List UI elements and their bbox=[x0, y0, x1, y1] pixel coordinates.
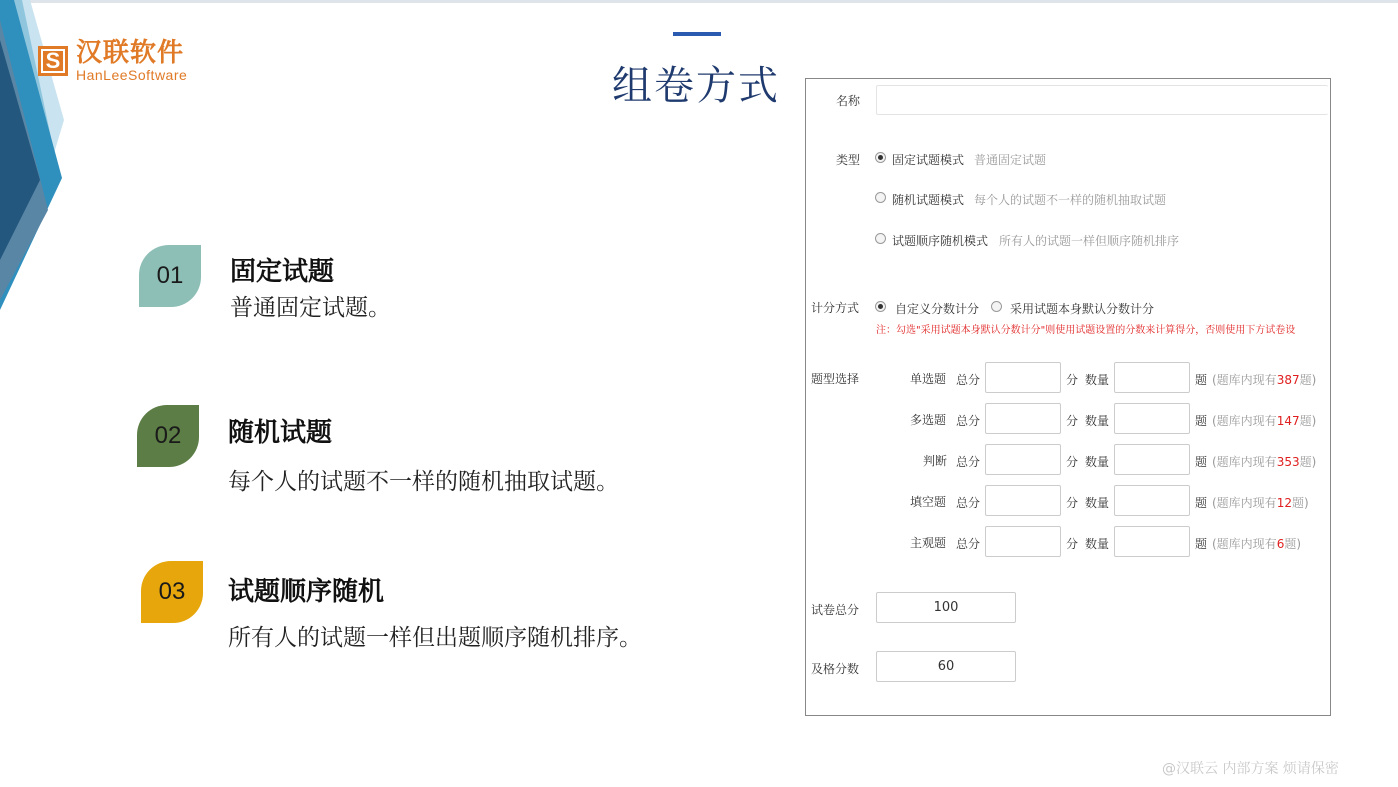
fen-word: 分 bbox=[1066, 414, 1079, 428]
type-radio-fixed[interactable] bbox=[875, 152, 886, 163]
qty-word: 数量 bbox=[1085, 414, 1110, 428]
score-method-label: 计分方式 bbox=[811, 301, 860, 315]
feature-badge-03: 03 bbox=[141, 561, 203, 623]
qtype-qty-input[interactable] bbox=[1114, 526, 1190, 557]
ti-word: 题 bbox=[1195, 414, 1208, 428]
qtype-qty-input[interactable] bbox=[1114, 403, 1190, 434]
ti-word: 题 bbox=[1195, 537, 1208, 551]
type-option-order-random[interactable]: 试题顺序随机模式 bbox=[892, 234, 989, 248]
qtype-qty-input[interactable] bbox=[1114, 444, 1190, 475]
qtype-qty-input[interactable] bbox=[1114, 485, 1190, 516]
ti-word: 题 bbox=[1195, 496, 1208, 510]
fen-word: 分 bbox=[1066, 373, 1079, 387]
bank-count-info: (题库内现有12题) bbox=[1212, 496, 1309, 510]
qtype-score-input[interactable] bbox=[985, 526, 1061, 557]
qty-word: 数量 bbox=[1085, 496, 1110, 510]
name-label: 名称 bbox=[836, 94, 861, 108]
feature-desc-03: 所有人的试题一样但出题顺序随机排序。 bbox=[228, 625, 642, 651]
qtype-name: 多选题 bbox=[910, 413, 947, 427]
score-option-custom[interactable]: 自定义分数计分 bbox=[895, 302, 980, 316]
bank-count-info: (题库内现有387题) bbox=[1212, 373, 1317, 387]
total-word: 总分 bbox=[956, 496, 981, 510]
type-radio-random[interactable] bbox=[875, 192, 886, 203]
total-word: 总分 bbox=[956, 455, 981, 469]
feature-badge-02: 02 bbox=[137, 405, 199, 467]
bank-count-info: (题库内现有353题) bbox=[1212, 455, 1317, 469]
fen-word: 分 bbox=[1066, 496, 1079, 510]
qtype-score-input[interactable] bbox=[985, 362, 1061, 393]
qtype-name: 单选题 bbox=[910, 372, 947, 386]
qty-word: 数量 bbox=[1085, 373, 1110, 387]
type-option-fixed[interactable]: 固定试题模式 bbox=[892, 153, 965, 167]
pass-score-input[interactable]: 60 bbox=[876, 651, 1016, 682]
logo-name-cn: 汉联软件 bbox=[76, 38, 185, 68]
score-option-default[interactable]: 采用试题本身默认分数计分 bbox=[1010, 302, 1155, 316]
qtype-qty-input[interactable] bbox=[1114, 362, 1190, 393]
page-title: 组卷方式 bbox=[612, 63, 780, 109]
fen-word: 分 bbox=[1066, 537, 1079, 551]
type-radio-order-random[interactable] bbox=[875, 233, 886, 244]
ti-word: 题 bbox=[1195, 455, 1208, 469]
type-hint-order-random: 所有人的试题一样但顺序随机排序 bbox=[999, 234, 1180, 248]
qtype-name: 填空题 bbox=[910, 495, 947, 509]
logo-name-en: HanLeeSoftware bbox=[76, 67, 188, 83]
type-hint-fixed: 普通固定试题 bbox=[974, 153, 1047, 167]
footer-watermark: @汉联云 内部方案 烦请保密 bbox=[1162, 761, 1339, 777]
qtype-score-input[interactable] bbox=[985, 444, 1061, 475]
score-note: 注：勾选"采用试题本身默认分数计分"则使用试题设置的分数来计算得分，否则使用下方试卷设 bbox=[876, 325, 1296, 336]
qtype-name: 主观题 bbox=[910, 536, 947, 550]
paper-total-input[interactable]: 100 bbox=[876, 592, 1016, 623]
paper-total-label: 试卷总分 bbox=[811, 603, 860, 617]
top-border bbox=[0, 0, 1398, 3]
score-radio-custom[interactable] bbox=[875, 301, 886, 312]
bank-count-info: (题库内现有147题) bbox=[1212, 414, 1317, 428]
fen-word: 分 bbox=[1066, 455, 1079, 469]
feature-title-03: 试题顺序随机 bbox=[228, 577, 385, 607]
qtype-score-input[interactable] bbox=[985, 485, 1061, 516]
bank-count-info: (题库内现有6题) bbox=[1212, 537, 1302, 551]
score-radio-default[interactable] bbox=[991, 301, 1002, 312]
feature-badge-01: 01 bbox=[139, 245, 201, 307]
feature-desc-02: 每个人的试题不一样的随机抽取试题。 bbox=[228, 469, 619, 495]
pass-score-label: 及格分数 bbox=[811, 662, 860, 676]
total-word: 总分 bbox=[956, 537, 981, 551]
logo-mark: S bbox=[38, 46, 68, 76]
qty-word: 数量 bbox=[1085, 455, 1110, 469]
qty-word: 数量 bbox=[1085, 537, 1110, 551]
feature-title-02: 随机试题 bbox=[228, 418, 333, 448]
type-option-random[interactable]: 随机试题模式 bbox=[892, 193, 965, 207]
name-input[interactable] bbox=[876, 85, 1328, 115]
qtype-score-input[interactable] bbox=[985, 403, 1061, 434]
qtype-name: 判断 bbox=[923, 454, 948, 468]
total-word: 总分 bbox=[956, 373, 981, 387]
qtype-label: 题型选择 bbox=[811, 372, 860, 386]
title-accent-bar bbox=[673, 32, 721, 36]
exam-form-screenshot bbox=[805, 78, 1331, 716]
feature-desc-01: 普通固定试题。 bbox=[230, 295, 391, 321]
feature-title-01: 固定试题 bbox=[230, 257, 335, 287]
ti-word: 题 bbox=[1195, 373, 1208, 387]
type-hint-random: 每个人的试题不一样的随机抽取试题 bbox=[974, 193, 1167, 207]
type-label: 类型 bbox=[836, 153, 861, 167]
company-logo bbox=[38, 40, 187, 82]
total-word: 总分 bbox=[956, 414, 981, 428]
